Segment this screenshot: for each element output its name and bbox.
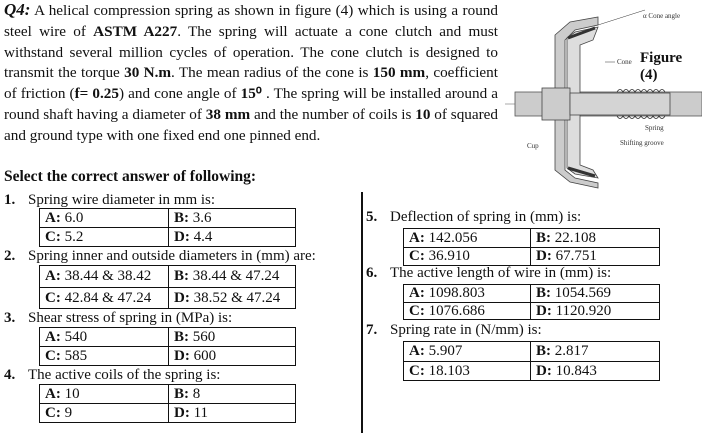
option-value: 1098.803 [428, 285, 485, 302]
clutch-figure [505, 0, 702, 190]
option-d[interactable] [169, 347, 296, 366]
coils: 10 [415, 105, 431, 123]
option-c[interactable] [404, 361, 531, 381]
option-b[interactable] [169, 328, 296, 347]
question-text: Shear stress of spring in (MPa) is: [28, 310, 233, 326]
option-a[interactable] [40, 209, 169, 228]
option-letter: D: [174, 405, 190, 421]
option-value: 42.84 & 47.24 [64, 289, 152, 306]
option-a[interactable] [40, 266, 169, 288]
option-value: 18.103 [428, 362, 470, 379]
column-divider [361, 192, 363, 433]
option-b[interactable] [531, 229, 660, 248]
text: . The spring will actuate a cone clutch and must withstand several million cycles of operation. The cone clutch is designed to transmit the torque [4, 22, 499, 82]
option-value: 2.817 [554, 343, 589, 360]
question-num: 1. [4, 192, 16, 208]
option-value: 1120.920 [555, 302, 612, 319]
option-letter: D: [174, 229, 190, 245]
option-value: 560 [192, 329, 216, 345]
friction: f= 0.25 [74, 85, 119, 103]
option-letter: A: [409, 343, 425, 360]
text: and the number of coils is [250, 105, 416, 123]
option-value: 4.4 [193, 229, 213, 245]
option-letter: B: [174, 329, 189, 345]
option-value: 38.52 & 47.24 [193, 289, 281, 306]
option-letter: B: [174, 386, 189, 402]
option-d[interactable] [531, 361, 660, 381]
option-value: 10 [64, 386, 80, 402]
text: A helical compression spring as shown in figure (4) which is using a round steel wire of [4, 2, 498, 40]
option-d[interactable] [531, 302, 660, 320]
option-value: 1054.569 [554, 285, 611, 302]
option-value: 10.843 [555, 362, 597, 379]
option-letter: B: [536, 285, 551, 302]
option-letter: C: [409, 302, 425, 319]
option-letter: D: [174, 289, 190, 306]
option-d[interactable] [169, 287, 296, 309]
option-d[interactable] [169, 228, 296, 247]
option-value: 5.907 [428, 343, 463, 360]
answer-table-1 [39, 208, 296, 247]
option-value: 36.910 [428, 248, 470, 265]
answer-table-4 [39, 384, 296, 423]
question-3 [4, 310, 232, 327]
cone-label: Cone [617, 58, 632, 66]
answer-table-5 [403, 228, 660, 266]
option-value: 22.108 [554, 229, 596, 246]
option-letter: A: [409, 285, 425, 302]
option-value: 8 [192, 386, 201, 402]
option-c[interactable] [40, 404, 169, 423]
option-c[interactable] [40, 287, 169, 309]
question-4 [4, 367, 220, 384]
option-letter: D: [174, 348, 190, 364]
option-d[interactable] [169, 404, 296, 423]
option-letter: C: [45, 348, 61, 364]
question-num: 3. [4, 310, 16, 326]
answer-table-7 [403, 341, 660, 381]
torque: 30 N.m [124, 64, 172, 82]
question-num: 6. [366, 265, 378, 281]
shaft-diameter: 38 mm [205, 105, 251, 123]
question-text: Spring wire diameter in mm is: [28, 192, 216, 208]
option-b[interactable] [169, 209, 296, 228]
text: . The mean radius of the cone is [171, 64, 373, 82]
question-num: 4. [4, 367, 16, 383]
question-number: Q4: [4, 0, 31, 19]
option-letter: B: [174, 210, 189, 226]
question-2 [4, 248, 316, 265]
text: of squared and ground type with one fixed end one pinned end. [4, 105, 499, 144]
option-b[interactable] [169, 385, 296, 404]
option-value: 540 [64, 329, 88, 345]
option-letter: D: [536, 362, 552, 379]
text: ) and cone angle of [118, 85, 241, 103]
answer-table-3 [39, 327, 296, 366]
question-6 [366, 265, 611, 282]
option-value: 585 [64, 348, 88, 364]
question-num: 5. [366, 209, 378, 225]
radius: 150 mm [372, 64, 426, 82]
option-b[interactable] [531, 342, 660, 362]
figure-label: Figure (4) [640, 50, 683, 83]
question-text: The active length of wire in (mm) is: [390, 265, 612, 281]
option-letter: A: [409, 229, 425, 246]
question-text: Deflection of spring in (mm) is: [390, 209, 582, 225]
text: , coefficient of friction ( [4, 64, 498, 103]
spring-label: Spring [645, 124, 664, 132]
cup-label: Cup [527, 142, 539, 150]
option-value: 600 [193, 348, 217, 364]
question-text: The active coils of the spring is: [28, 367, 221, 383]
option-c[interactable] [40, 347, 169, 366]
material: ASTM A227 [93, 22, 178, 40]
option-value: 11 [193, 405, 209, 421]
angle: 15⁰ [240, 85, 262, 103]
problem-statement [4, 0, 498, 147]
option-d[interactable] [531, 247, 660, 266]
option-letter: C: [45, 289, 61, 306]
option-b[interactable] [169, 266, 296, 288]
question-7 [366, 322, 542, 339]
option-letter: C: [45, 405, 61, 421]
option-b[interactable] [531, 285, 660, 303]
option-value: 1076.686 [428, 302, 485, 319]
cone-angle-label: α Cone angle [643, 12, 681, 20]
groove-label: Shifting groove [620, 139, 664, 147]
option-value: 38.44 & 38.42 [64, 268, 152, 285]
question-num: 2. [4, 248, 16, 264]
option-a[interactable] [404, 229, 531, 248]
option-c[interactable] [40, 228, 169, 247]
option-letter: C: [45, 229, 61, 245]
option-value: 9 [64, 405, 73, 421]
question-text: Spring inner and outside diameters in (mm) are: [28, 248, 316, 264]
option-c[interactable] [404, 247, 531, 266]
option-value: 142.056 [428, 229, 478, 246]
option-letter: B: [536, 343, 551, 360]
option-letter: B: [536, 229, 551, 246]
text: . The spring will be installed around a round shaft having a diameter of [4, 85, 498, 123]
option-letter: D: [536, 248, 552, 265]
option-a[interactable] [40, 385, 169, 404]
answer-table-2 [39, 265, 296, 309]
option-a[interactable] [404, 342, 531, 362]
option-letter: A: [45, 329, 61, 345]
option-value: 3.6 [192, 210, 212, 226]
option-a[interactable] [40, 328, 169, 347]
question-text: Spring rate in (N/mm) is: [390, 322, 542, 338]
option-letter: D: [536, 302, 552, 319]
question-5 [366, 209, 581, 226]
option-letter: A: [45, 268, 61, 285]
option-letter: A: [45, 210, 61, 226]
option-letter: C: [409, 248, 425, 265]
option-letter: B: [174, 268, 189, 285]
option-value: 67.751 [555, 248, 597, 265]
answer-table-6 [403, 284, 660, 320]
option-a[interactable] [404, 285, 531, 303]
option-letter: C: [409, 362, 425, 379]
option-value: 38.44 & 47.24 [192, 268, 280, 285]
question-1 [4, 192, 215, 209]
question-num: 7. [366, 322, 378, 338]
option-value: 5.2 [64, 229, 84, 245]
option-c[interactable] [404, 302, 531, 320]
option-value: 6.0 [64, 210, 84, 226]
option-letter: A: [45, 386, 61, 402]
select-heading: Select the correct answer of following: [4, 168, 257, 185]
